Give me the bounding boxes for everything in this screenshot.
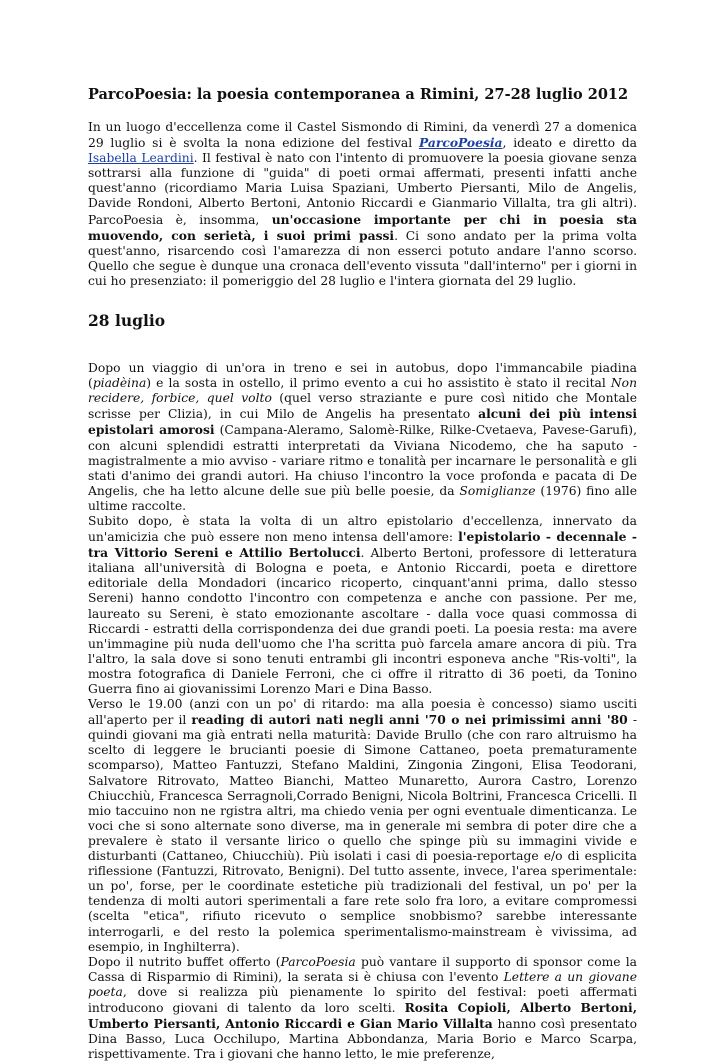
p1-italic-2: Non recidere, forbice, quel volto [88,376,637,406]
p1-bold-1: alcuni dei più intensi epistolari amorosi [88,406,637,438]
article [88,86,637,1062]
intro-paragraph [88,120,637,289]
p4-bold-1: Rosita Copioli, Alberto Bertoni, Umberto Piersanti, Antonio Riccardi e Gian Mario Villalta [88,999,637,1032]
p4-text-3: , dove si realizza più pienamente lo spirito del festival: poeti affermati introducono giovani di talento da loro scelti. [88,984,637,1015]
intro-text-3: . Il festival è nato con l'intento di promuovere la poesia giovane senza sottrarsi alla funzione di "guida" di poeti ormai affermati, presenti infatti anche quest'anno (ricordiamo Maria Luisa Spaziani, Umberto Piersanti, Milo de Angelis, Davide Rondoni, Alberto Bertoni, Antonio Riccardi e Gianmario Villalta, tra gli altri). ParcoPoesia è, insomma, [88,151,637,227]
p4-text-2: può vantare il supporto di sponsor come la Cassa di Risparmio di Rimini), la serata si è chiusa con l'evento [88,954,637,984]
p1-text-5: (1976) fino alle ultime raccolte. [88,483,637,513]
p2-text-2: . Alberto Bertoni, professore di letteratura italiana all'università di Bologna e poeta, e Antonio Riccardi, poeta e direttore editoriale della Mondadori (incarico ricoperto, cinquant'anni prima, dallo stesso Sereni) hanno condotto l'incontro con competenza e anche con passione. Per me, laureato su Sereni, è stato emozionante ascoltare - dalla voce quasi commossa di Riccardi - estratti della corrispondenza dei due grandi poeti. La poesia resta: ma avere un'immagine più nuda dell'uomo che l'ha scritta può farcela amare ancora di più. Tra l'altro, la sala dove si sono tenuti entrambi gli incontri esponeva anche "Ris-volti", la mostra fotografica di Daniele Ferroni, che ci offre il ritratto di 36 poeti, da Tonino Guerra fino ai giovanissimi Lorenzo Mari e Dina Basso. [88,546,637,696]
p1-italic-1: piadèina [92,376,147,391]
p1-text-1: Dopo un viaggio di un'ora in treno e sei in autobus, dopo l'immancabile piadina ( [88,361,637,391]
p4-text-4: hanno così presentato Dina Basso, Luca Occhilupo, Martina Abbondanza, Maria Borio e Marco Scarpa, rispettivamente. Tra i giovani che hanno letto, le mie preferenze, [88,1017,637,1062]
intro-text-4: . Ci sono andato per la prima volta quest'anno, risarcendo così l'amarezza di non esserci potuto andare l'anno scorso. Quello che segue è dunque una cronaca dell'evento vissuta "dall'interno" per i giorni in cui ho presenziato: il pomeriggio del 28 luglio e l'intera giornata del 29 luglio. [88,228,637,288]
paragraph-reading [88,697,637,955]
p2-text-1: Subito dopo, è stata la volta di un altro epistolario d'eccellenza, innervato da un'amicizia che può essere non meno intensa dell'amore: [88,513,637,545]
p1-italic-3: Somiglianze [459,483,536,498]
paragraph-lettere [88,955,637,1062]
p4-italic-2: Lettere a un giovane poeta [88,969,637,999]
p1-text-2: ) e la sosta in ostello, il primo evento a cui ho assistito è stato il recital [146,376,611,391]
intro-emphasis: un'occasione importante per chi in poesia sta muovendo, con serietà, i suoi primi passi [88,211,638,243]
intro-text-1: In un luogo d'eccellenza come il Castel Sismondo di Rimini, da venerdì 27 a domenica 29 luglio si è svolta la nona edizione del festival [88,120,637,151]
p3-bold-1: reading di autori nati negli anni '70 o nei primissimi anni '80 [191,712,628,728]
p4-text-1: Dopo il nutrito buffet offerto ( [88,954,281,969]
p2-bold-1: l'epistolario - decennale - tra Vittorio Sereni e Attilio Bertolucci [88,529,637,561]
p1-text-3: (quel verso straziante e pure così nitido che Montale scrisse per Clizia), in cui Milo de Angelis ha presentato [88,391,637,422]
page-title: ParcoPoesia: la poesia contemporanea a Rimini, 27-28 luglio 2012 [88,86,629,103]
intro-text-2: , ideato e diretto da [502,136,638,151]
paragraph-recital [88,361,637,514]
director-link[interactable]: Isabella Leardini [88,151,194,166]
p1-text-4: (Campana-Aleramo, Salomè-Rilke, Rilke-Cvetaeva, Pavese-Garufi), con alcuni splendidi estratti interpretati da Viviana Nicodemo, che ha saputo - magistralmente a mio avviso - variare ritmo e tonalità per incarnare le personalità e gli stati d'animo dei grandi autori. Ha chiuso l'incontro la voce profonda e pacata di De Angelis, che ha letto alcune delle sue più belle poesie, da [88,423,637,498]
paragraph-epistolario [88,514,637,697]
p3-text-1: Verso le 19.00 (anzi con un po' di ritardo: ma alla poesia è concesso) siamo usciti all'aperto per il [88,697,637,728]
festival-link[interactable]: ParcoPoesia [418,135,503,151]
p4-italic-1: ParcoPoesia [280,954,356,969]
section-heading: 28 luglio [88,311,166,331]
p3-text-2: - quindi giovani ma già entrati nella maturità: Davide Brullo (che con raro altruismo ha scelto di leggere le brucianti poesie di Simone Cattaneo, poeta prematuramente scomparso), Matteo Fantuzzi, Stefano Maldini, Zingonia Zingoni, Elisa Teodorani, Salvatore Ritrovato, Matteo Bianchi, Matteo Munaretto, Aurora Castro, Lorenzo Chiucchiù, Francesca Serragnoli,Corrado Benigni, Nicola Boltrini, Francesca Cricelli. Il mio taccuino non ne rgistra altri, ma chiedo venia per ogni eventuale dimenticanza. Le voci che si sono alternate sono diverse, ma in generale mi sembra di poter dire che a prevalere è stato il versante lirico o quello che spinge più su immagini vivide e disturbanti (Cattaneo, Chiucchiù). Più isolati i casi di poesia-reportage e/o di esplicita riflessione (Fantuzzi, Ritrovato, Benigni). Del tutto assente, invece, l'area sperimentale: un po', forse, per le coordinate estetiche più tradizionali del festival, un po' per la tendenza di molti autori sperimentali a fare rete solo fra loro, a evitare compromessi (scelta "etica", rifiuto ricevuto o semplice snobbismo? sarebbe interessante interrogarli, e del resto la polemica sperimentalismo-mainstream è vivissima, ad esempio, in Inghilterra). [88,713,637,954]
